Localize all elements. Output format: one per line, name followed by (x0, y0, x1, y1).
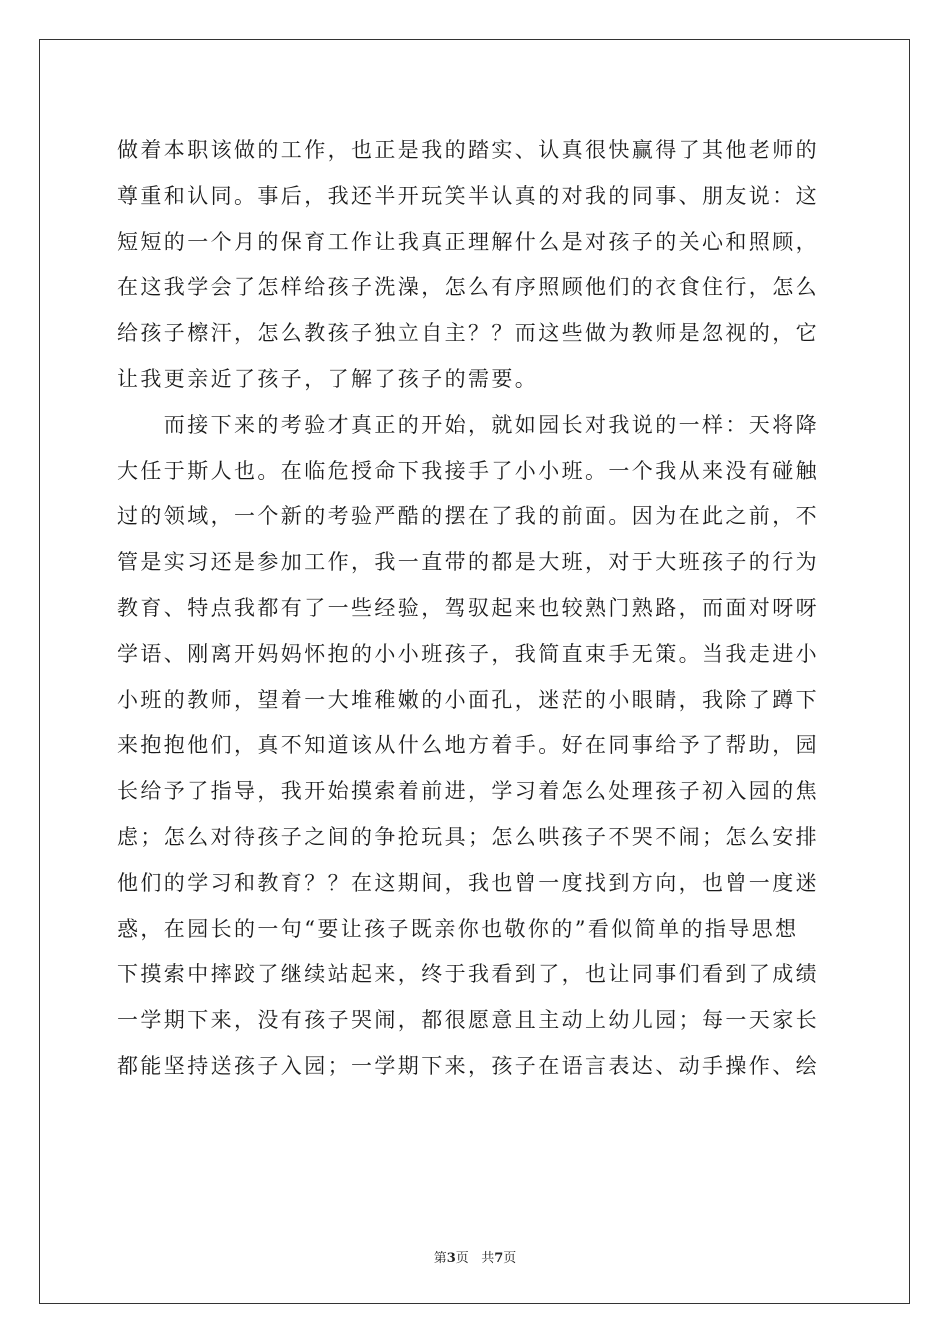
page-footer (0, 1247, 950, 1266)
footer-suffix: 页 (503, 1251, 517, 1266)
text-line: 小班的教师，望着一大堆稚嫩的小面孔，迷茫的小眼睛，我除了蹲下 (117, 687, 819, 712)
text-line: 尊重和认同。事后，我还半开玩笑半认真的对我的同事、朋友说：这 (117, 183, 819, 208)
text-line: 在这我学会了怎样给孩子洗澡，怎么有序照顾他们的衣食住行，怎么 (117, 275, 819, 300)
text-line: 做着本职该做的工作，也正是我的踏实、认真很快赢得了其他老师的 (117, 138, 819, 162)
text-line: 而接下来的考验才真正的开始，就如园长对我说的一样：天将降 (117, 412, 819, 437)
text-line: 一学期下来，没有孩子哭闹，都很愿意且主动上幼儿园；每一天家长 (117, 1008, 819, 1033)
text-line: 惑，在园长的一句“要让孩子既亲你也敬你的”看似简单的指导思想 (117, 916, 799, 941)
text-line: 学语、刚离开妈妈怀抱的小小班孩子，我简直束手无策。当我走进小 (117, 641, 819, 666)
current-page-number: 3 (446, 1251, 456, 1266)
body-text (117, 128, 837, 1090)
text-line: 教育、特点我都有了一些经验，驾驭起来也较熟门熟路，而面对呀呀 (117, 595, 819, 620)
footer-mid: 页 共 (455, 1251, 495, 1266)
text-line: 大任于斯人也。在临危授命下我接手了小小班。一个我从来没有碰触 (117, 458, 819, 483)
text-line: 他们的学习和教育？？在这期间，我也曾一度找到方向，也曾一度迷 (117, 870, 819, 895)
text-line: 让我更亲近了孩子，了解了孩子的需要。 (117, 366, 539, 391)
text-line: 来抱抱他们，真不知道该从什么地方着手。好在同事给予了帮助，园 (117, 733, 819, 758)
text-line: 下摸索中摔跤了继续站起来，终于我看到了，也让同事们看到了成绩 (117, 962, 819, 987)
text-line: 管是实习还是参加工作，我一直带的都是大班，对于大班孩子的行为 (117, 550, 819, 575)
text-line: 长给予了指导，我开始摸索着前进，学习着怎么处理孩子初入园的焦 (117, 779, 819, 804)
text-line: 过的领域，一个新的考验严酷的摆在了我的前面。因为在此之前，不 (117, 504, 819, 529)
footer-prefix: 第 (433, 1251, 447, 1266)
text-line: 短短的一个月的保育工作让我真正理解什么是对孩子的关心和照顾， (117, 229, 819, 254)
text-line: 给孩子檫汗，怎么教孩子独立自主？？而这些做为教师是忽视的，它 (117, 321, 819, 346)
text-line: 虑；怎么对待孩子之间的争抢玩具；怎么哄孩子不哭不闹；怎么安排 (117, 824, 819, 849)
total-page-count: 7 (494, 1251, 504, 1266)
text-line: 都能坚持送孩子入园；一学期下来，孩子在语言表达、动手操作、绘 (117, 1053, 819, 1078)
